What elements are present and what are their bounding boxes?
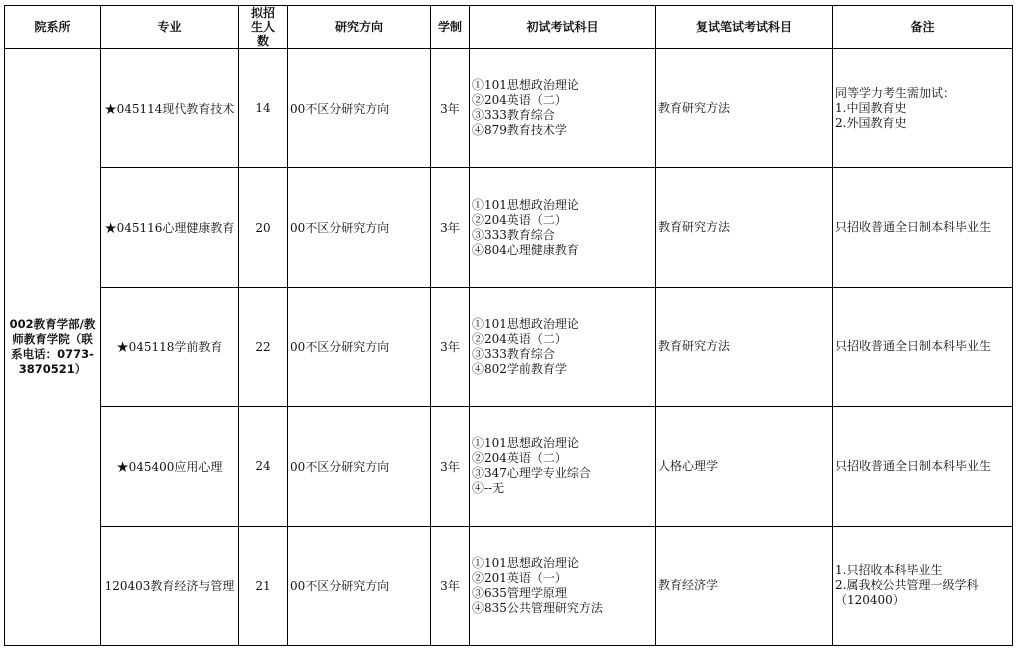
quota-cell: 22 — [239, 287, 288, 406]
exam-subject: ②204英语（二） — [472, 331, 567, 346]
years-cell: 3年 — [431, 168, 470, 287]
department-cell: 002教育学部/教师教育学院（联系电话：0773-3870521） — [5, 49, 101, 646]
retest-subject-cell: 教育研究方法 — [656, 168, 833, 287]
note-line: 只招收普通全日制本科毕业生 — [835, 220, 992, 235]
retest-subject-cell: 教育研究方法 — [656, 287, 833, 406]
table-row — [5, 526, 1013, 645]
notes-cell — [833, 526, 1013, 645]
table-row — [5, 49, 1013, 168]
note-line: 只招收普通全日制本科毕业生 — [835, 339, 992, 354]
header-direction: 研究方向 — [288, 6, 431, 49]
header-major: 专业 — [101, 6, 239, 49]
header-quota — [239, 6, 288, 49]
major-cell: ★045116心理健康教育 — [101, 168, 239, 287]
exam-subjects-cell — [470, 407, 656, 526]
notes-cell — [833, 49, 1013, 168]
years-cell: 3年 — [431, 287, 470, 406]
header-row — [5, 6, 1013, 49]
direction-cell: 00不区分研究方向 — [288, 168, 431, 287]
note-line: 1.中国教育史 — [835, 100, 907, 115]
notes-cell — [833, 407, 1013, 526]
notes-cell — [833, 168, 1013, 287]
major-cell: ★045118学前教育 — [101, 287, 239, 406]
exam-subject: ③347心理学专业综合 — [472, 466, 591, 481]
retest-subject-cell: 教育经济学 — [656, 526, 833, 645]
exam-subjects-cell — [470, 287, 656, 406]
direction-cell: 00不区分研究方向 — [288, 287, 431, 406]
exam-subject: ①101思想政治理论 — [472, 436, 579, 451]
table-row — [5, 287, 1013, 406]
quota-cell: 14 — [239, 49, 288, 168]
exam-subjects-cell — [470, 168, 656, 287]
exam-subject: ①101思想政治理论 — [472, 555, 579, 570]
header-notes: 备注 — [833, 6, 1013, 49]
years-cell: 3年 — [431, 49, 470, 168]
exam-subject: ①101思想政治理论 — [472, 78, 579, 93]
header-years: 学制 — [431, 6, 470, 49]
exam-subject: ③635管理学原理 — [472, 585, 567, 600]
years-cell: 3年 — [431, 526, 470, 645]
direction-cell: 00不区分研究方向 — [288, 49, 431, 168]
exam-subject: ④804心理健康教育 — [472, 242, 579, 257]
major-cell: 120403教育经济与管理 — [101, 526, 239, 645]
exam-subject: ④835公共管理研究方法 — [472, 600, 603, 615]
exam-subjects-cell — [470, 526, 656, 645]
exam-subject: ④802学前教育学 — [472, 361, 567, 376]
header-quota-text: 拟招生人数 — [250, 6, 275, 48]
exam-subject: ①101思想政治理论 — [472, 197, 579, 212]
notes-cell — [833, 287, 1013, 406]
retest-subject-cell: 人格心理学 — [656, 407, 833, 526]
note-line: 2.属我校公共管理一级学科（120400） — [835, 578, 979, 608]
major-cell: ★045400应用心理 — [101, 407, 239, 526]
header-retest: 复试笔试考试科目 — [656, 6, 833, 49]
retest-subject-cell: 教育研究方法 — [656, 49, 833, 168]
quota-cell: 20 — [239, 168, 288, 287]
note-line: 同等学力考生需加试： — [835, 85, 956, 100]
header-dept: 院系所 — [5, 6, 101, 49]
note-line: 1.只招收本科毕业生 — [835, 563, 943, 578]
table-row — [5, 168, 1013, 287]
admissions-table — [4, 5, 1013, 646]
exam-subject: ③333教育综合 — [472, 227, 555, 242]
exam-subject: ②201英语（一） — [472, 570, 567, 585]
exam-subject: ①101思想政治理论 — [472, 316, 579, 331]
exam-subject: ③333教育综合 — [472, 346, 555, 361]
years-cell: 3年 — [431, 407, 470, 526]
quota-cell: 24 — [239, 407, 288, 526]
exam-subject: ④879教育技术学 — [472, 123, 567, 138]
exam-subject: ②204英语（二） — [472, 212, 567, 227]
note-line: 2.外国教育史 — [835, 115, 907, 130]
header-exam: 初试考试科目 — [470, 6, 656, 49]
table-row — [5, 407, 1013, 526]
quota-cell: 21 — [239, 526, 288, 645]
exam-subject: ④--无 — [472, 481, 505, 496]
exam-subject: ②204英语（二） — [472, 451, 567, 466]
exam-subject: ②204英语（二） — [472, 93, 567, 108]
exam-subjects-cell — [470, 49, 656, 168]
exam-subject: ③333教育综合 — [472, 108, 555, 123]
major-cell: ★045114现代教育技术 — [101, 49, 239, 168]
note-line: 只招收普通全日制本科毕业生 — [835, 458, 992, 473]
direction-cell: 00不区分研究方向 — [288, 407, 431, 526]
direction-cell: 00不区分研究方向 — [288, 526, 431, 645]
